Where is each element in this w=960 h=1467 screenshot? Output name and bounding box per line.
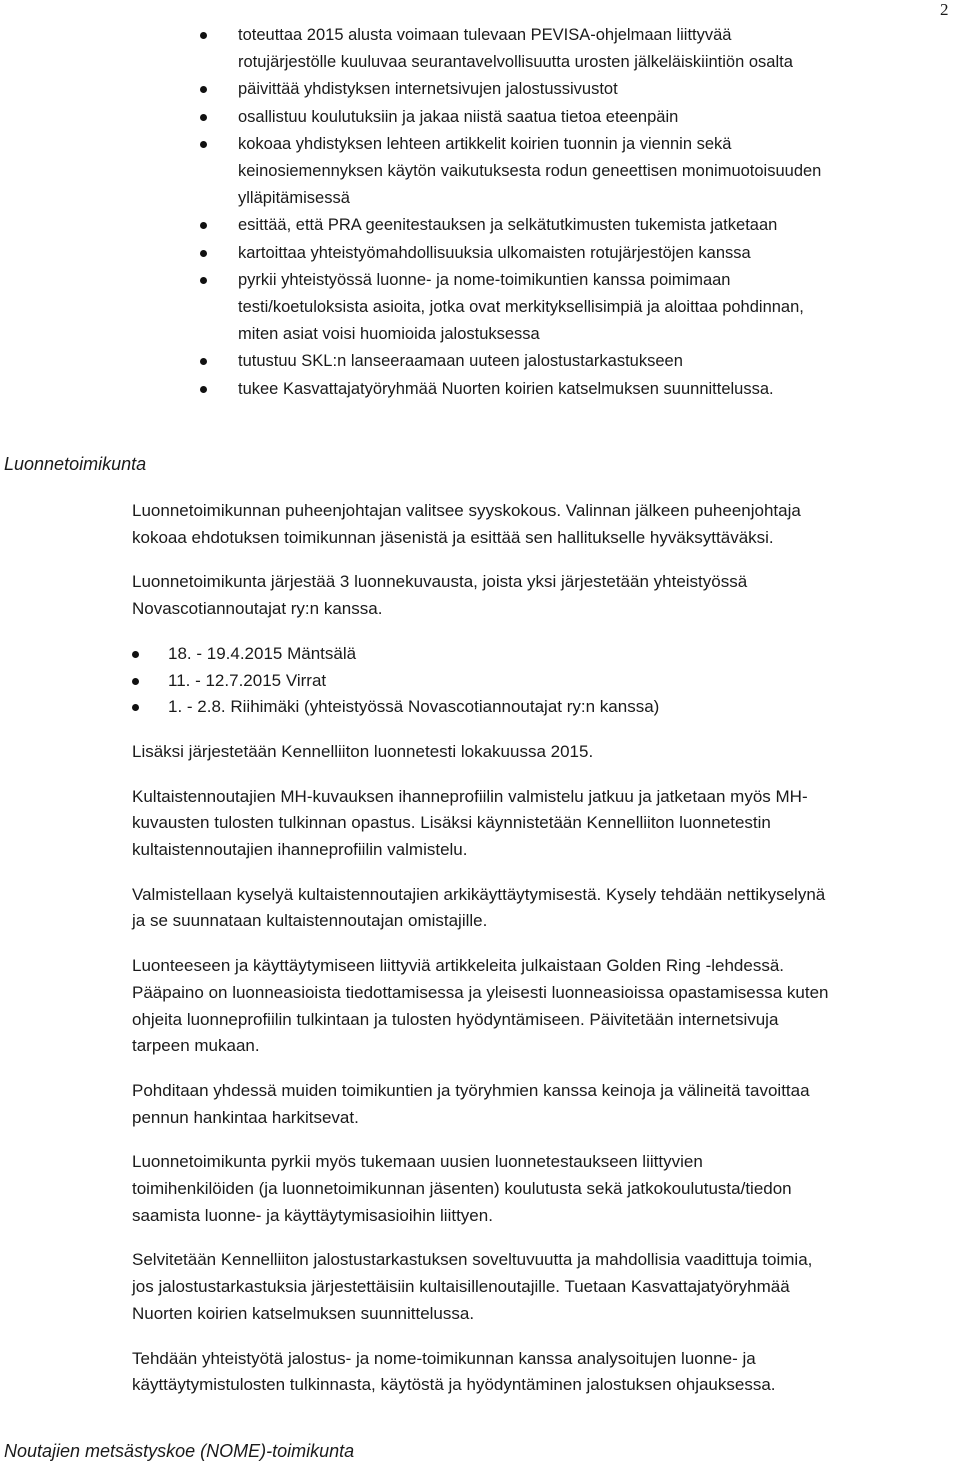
list-item — [200, 22, 960, 76]
paragraph-line: käyttäytymistulosten tulkinnasta, käytöstä ja hyödyntäminen jalostuksen ohjauksessa. — [132, 1375, 776, 1395]
paragraph-line: jos jalostustarkastuksia järjestettäisiin kultaisillenoutajille. Tuetaan Kasvattajatyöryhmää — [132, 1277, 790, 1297]
list-item — [200, 376, 960, 403]
section-heading-luonnetoimikunta: Luonnetoimikunta — [4, 454, 147, 474]
list-item — [132, 668, 960, 695]
luonnekuvaus-dates-list — [132, 641, 960, 721]
paragraph — [132, 1346, 960, 1399]
paragraph-line: ohjeita luonneprofiilin tulkintaan ja tulosten hyödyntämiseen. Päivitetään internetsivuja — [132, 1009, 779, 1029]
list-item-line: pyrkii yhteistyössä luonne- ja nome-toimikuntien kanssa poimimaan — [238, 270, 731, 289]
paragraph-line: Kultaistennoutajien MH-kuvauksen ihanneprofiilin valmistelu jatkuu ja jatketaan myös MH- — [132, 786, 808, 806]
paragraph — [132, 1078, 960, 1131]
bullet-icon — [132, 651, 139, 658]
list-item-line: osallistuu koulutuksiin ja jakaa niistä saatua tietoa eteenpäin — [238, 107, 679, 126]
paragraph-line: kultaistennoutajien ihanneprofiilin valmistelu. — [132, 840, 468, 860]
bullet-icon — [200, 277, 207, 284]
bullet-icon — [200, 386, 207, 393]
paragraph-line: Pääpaino on luonneasioista tiedottamisessa ja yleisesti luonneasioissa opastamisessa kuten — [132, 982, 829, 1002]
list-item-line: testi/koetuloksista asioita, jotka ovat merkityksellisimpiä ja aloittaa pohdinnan, — [238, 298, 804, 317]
paragraph — [132, 569, 960, 622]
paragraph-line: toimihenkilöiden (ja luonnetoimikunnan jäsenten) koulutusta sekä jatkokoulutusta/tiedon — [132, 1179, 792, 1199]
luonnetoimikunta-section — [132, 498, 960, 1399]
paragraph-line: Valmistellaan kyselyä kultaistennoutajien arkikäyttäytymisestä. Kysely tehdään nettikyselynä — [132, 884, 826, 904]
bullet-icon — [132, 704, 139, 711]
bullet-icon — [200, 358, 207, 365]
paragraph-line: Luonteeseen ja käyttäytymiseen liittyviä artikkeleita julkaistaan Golden Ring -lehdessä. — [132, 956, 785, 976]
bullet-icon — [132, 678, 139, 685]
list-item-line: päivittää yhdistyksen internetsivujen jalostussivustot — [238, 80, 618, 99]
jalostus-task-list — [200, 22, 960, 403]
section-heading-nome-toimikunta: Noutajien metsästyskoe (NOME)-toimikunta — [4, 1441, 355, 1461]
list-item — [132, 641, 960, 668]
paragraph — [132, 882, 960, 935]
list-item — [200, 104, 960, 131]
list-item-line: esittää, että PRA geenitestauksen ja selkätutkimusten tukemista jatketaan — [238, 216, 778, 235]
list-item-line: ylläpitämisessä — [238, 189, 350, 208]
paragraph-line: kokoaa ehdotuksen toimikunnan jäsenistä ja esittää sen hallitukselle hyväksyttäväksi. — [132, 527, 774, 547]
list-item-line: tutustuu SKL:n lanseeraamaan uuteen jalostustarkastukseen — [238, 352, 683, 371]
list-item — [200, 212, 960, 239]
list-item — [200, 348, 960, 375]
paragraph — [132, 1247, 960, 1327]
bullet-icon — [200, 222, 207, 229]
list-item-line: toteuttaa 2015 alusta voimaan tulevaan PEVISA-ohjelmaan liittyvää — [238, 26, 732, 44]
page-number: 2 — [940, 0, 949, 19]
paragraph-line: Luonnetoimikunnan puheenjohtajan valitsee syyskokous. Valinnan jälkeen puheenjohtaja — [132, 501, 801, 520]
paragraph-line: ja se suunnataan kultaistennoutajan omistajille. — [132, 911, 488, 931]
paragraph-line: pennun hankintaa harkitsevat. — [132, 1107, 359, 1127]
list-item-line: miten asiat voisi huomioida jalostuksessa — [238, 325, 540, 344]
paragraph-line: Nuorten koirien katselmuksen suunnittelussa. — [132, 1303, 475, 1323]
list-item-line: 11. - 12.7.2015 Virrat — [168, 670, 327, 690]
bullet-icon — [200, 86, 207, 93]
paragraph-line: Luonnetoimikunta järjestää 3 luonnekuvausta, joista yksi järjestetään yhteistyössä — [132, 572, 748, 592]
paragraph-line: kuvausten tulosten tulkinnan opastus. Lisäksi käynnistetään Kennelliiton luonnetestin — [132, 813, 771, 833]
paragraph-line: tarpeen mukaan. — [132, 1036, 260, 1056]
bullet-icon — [200, 141, 207, 148]
bullet-icon — [200, 32, 207, 39]
list-item-line: keinosiemennyksen käytön vaikutuksesta rodun geneettisen monimuotoisuuden — [238, 162, 822, 181]
paragraph-line: saamista luonne- ja käyttäytymisasioihin liittyen. — [132, 1205, 493, 1225]
paragraph-line: Lisäksi järjestetään Kennelliiton luonnetesti lokakuussa 2015. — [132, 741, 594, 761]
paragraph — [132, 784, 960, 864]
paragraph — [132, 739, 960, 766]
list-item — [200, 267, 960, 349]
bullet-icon — [200, 250, 207, 257]
paragraph-line: Luonnetoimikunta pyrkii myös tukemaan uusien luonnetestaukseen liittyvien — [132, 1152, 703, 1172]
list-item-line: kokoaa yhdistyksen lehteen artikkelit koirien tuonnin ja viennin sekä — [238, 134, 732, 153]
paragraph — [132, 498, 960, 551]
list-item-line: 18. - 19.4.2015 Mäntsälä — [168, 643, 357, 663]
list-item-line: 1. - 2.8. Riihimäki (yhteistyössä Novascotiannoutajat ry:n kanssa) — [168, 697, 660, 717]
paragraph-line: Pohditaan yhdessä muiden toimikuntien ja työryhmien kanssa keinoja ja välineitä tavoittaa — [132, 1080, 810, 1100]
list-item — [200, 240, 960, 267]
paragraph — [132, 1149, 960, 1229]
list-item-line: tukee Kasvattajatyöryhmää Nuorten koirien katselmuksen suunnittelussa. — [238, 379, 774, 398]
paragraph-line: Tehdään yhteistyötä jalostus- ja nome-toimikunnan kanssa analysoitujen luonne- ja — [132, 1348, 756, 1368]
paragraph-line: Novascotiannoutajat ry:n kanssa. — [132, 599, 383, 619]
list-item — [200, 131, 960, 213]
list-item-line: rotujärjestölle kuuluvaa seurantavelvollisuutta urosten jälkeläiskiintiön osalta — [238, 53, 793, 72]
list-item-line: kartoittaa yhteistyömahdollisuuksia ulkomaisten rotujärjestöjen kanssa — [238, 243, 751, 262]
list-item — [132, 694, 960, 721]
paragraph-line: Selvitetään Kennelliiton jalostustarkastuksen soveltuvuutta ja mahdollisia vaadittuja toimia, — [132, 1250, 813, 1270]
paragraph — [132, 953, 960, 1060]
list-item — [200, 76, 960, 103]
bullet-icon — [200, 114, 207, 121]
